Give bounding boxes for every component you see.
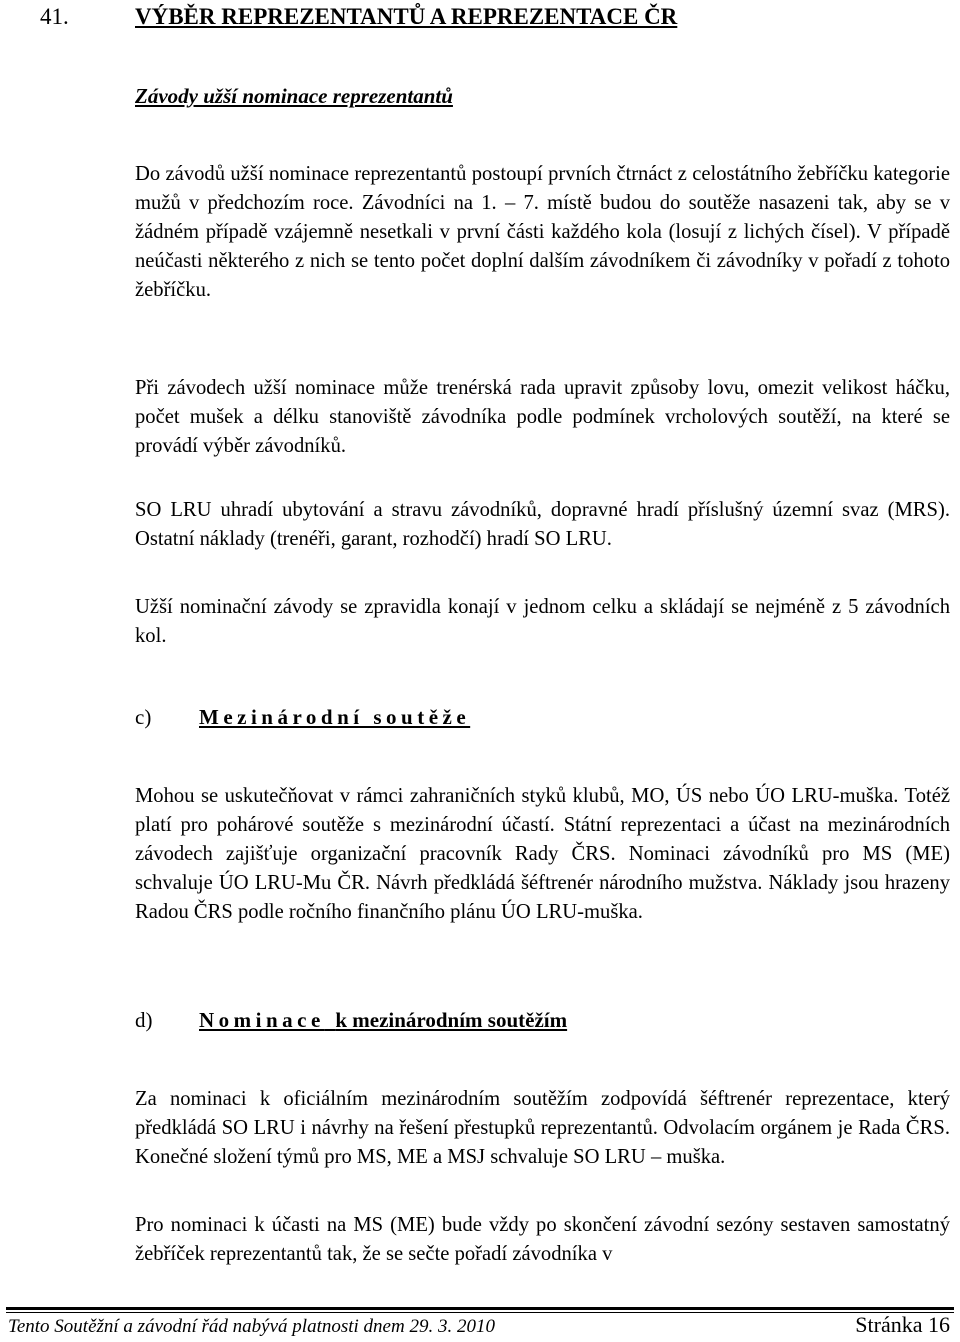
footer-page-number: Stránka 16 <box>855 1312 950 1337</box>
chapter-title: VÝBĚR REPREZENTANTŮ A REPREZENTACE ČR <box>135 4 678 29</box>
paragraph-rounds: Užší nominační závody se zpravidla konají v jednom celku a skládají se nejméně z 5 závodních kol. <box>135 596 950 647</box>
paragraph-coaching-council: Při závodech užší nominace může trenérská rada upravit způsoby lovu, omezit velikost háčku, počet mušek a délku stanoviště závodníka podle podmínek vrcholových soutěží, na které se provádí výběr závodníků. <box>135 377 950 457</box>
section-c-title: Mezinárodní soutěže <box>199 705 471 729</box>
section-d-title <box>199 1008 567 1032</box>
paragraph-nomination: Za nominaci k oficiálním mezinárodním soutěžím zodpovídá šéftrenér reprezentace, který předkládá SO LRU i návrhy na řešení přestupků reprezentantů. Odvolacím orgánem je Rada ČRS. Konečné složení týmů pro MS, ME a MSJ schvaluje SO LRU – muška. <box>135 1088 950 1168</box>
chapter-number: 41. <box>40 4 69 29</box>
footer-divider <box>6 1307 954 1313</box>
paragraph-costs: SO LRU uhradí ubytování a stravu závodníků, dopravné hradí příslušný územní svaz (MRS). Ostatní náklady (trenéři, garant, rozhodčí) hradí SO LRU. <box>135 499 950 550</box>
chapter-heading <box>40 2 677 32</box>
paragraph-international: Mohou se uskutečňovat v rámci zahraničních styků klubů, MO, ÚS nebo ÚO LRU-muška. Totéž platí pro pohárové soutěže s mezinárodní účastí. Státní reprezentaci a účast na mezinárodních závodech zajišťuje organizační pracovník Rady ČRS. Nominaci závodníků pro MS (ME) schvaluje ÚO LRU-Mu ČR. Návrh předkládá šéftrenér národního mužstva. Náklady jsou hrazeny Radou ČRS podle ročního finančního plánu ÚO LRU-muška. <box>135 785 950 923</box>
footer-validity-note: Tento Soutěžní a závodní řád nabývá platnosti dnem 29. 3. 2010 <box>8 1316 495 1337</box>
paragraph-ranking: Pro nominaci k účasti na MS (ME) bude vždy po skončení závodní sezóny sestaven samostatný žebříček reprezentantů tak, že se sečte pořadí závodníka v <box>135 1214 950 1265</box>
section-subheading: Závody užší nominace reprezentantů <box>135 84 453 108</box>
section-c-letter: c) <box>135 705 152 729</box>
section-d-heading <box>135 1005 567 1035</box>
section-d-title-spaced: Nominace <box>199 1008 325 1032</box>
section-d-letter: d) <box>135 1008 153 1032</box>
section-c-heading <box>135 702 470 732</box>
paragraph-qualification: Do závodů užší nominace reprezentantů postoupí prvních čtrnáct z celostátního žebříčku kategorie mužů v předchozím roce. Závodníci na 1. – 7. místě budou do soutěže nasazeni tak, aby se v žádném případě vzájemně nesetkali v první části každého kola (losují z lichých čísel). V případě neúčasti některého z nich se tento počet doplní dalším závodníkem či závodníky v pořadí z tohoto žebříčku. <box>135 163 950 301</box>
section-d-title-rest: k mezinárodním soutěžím <box>335 1008 568 1032</box>
